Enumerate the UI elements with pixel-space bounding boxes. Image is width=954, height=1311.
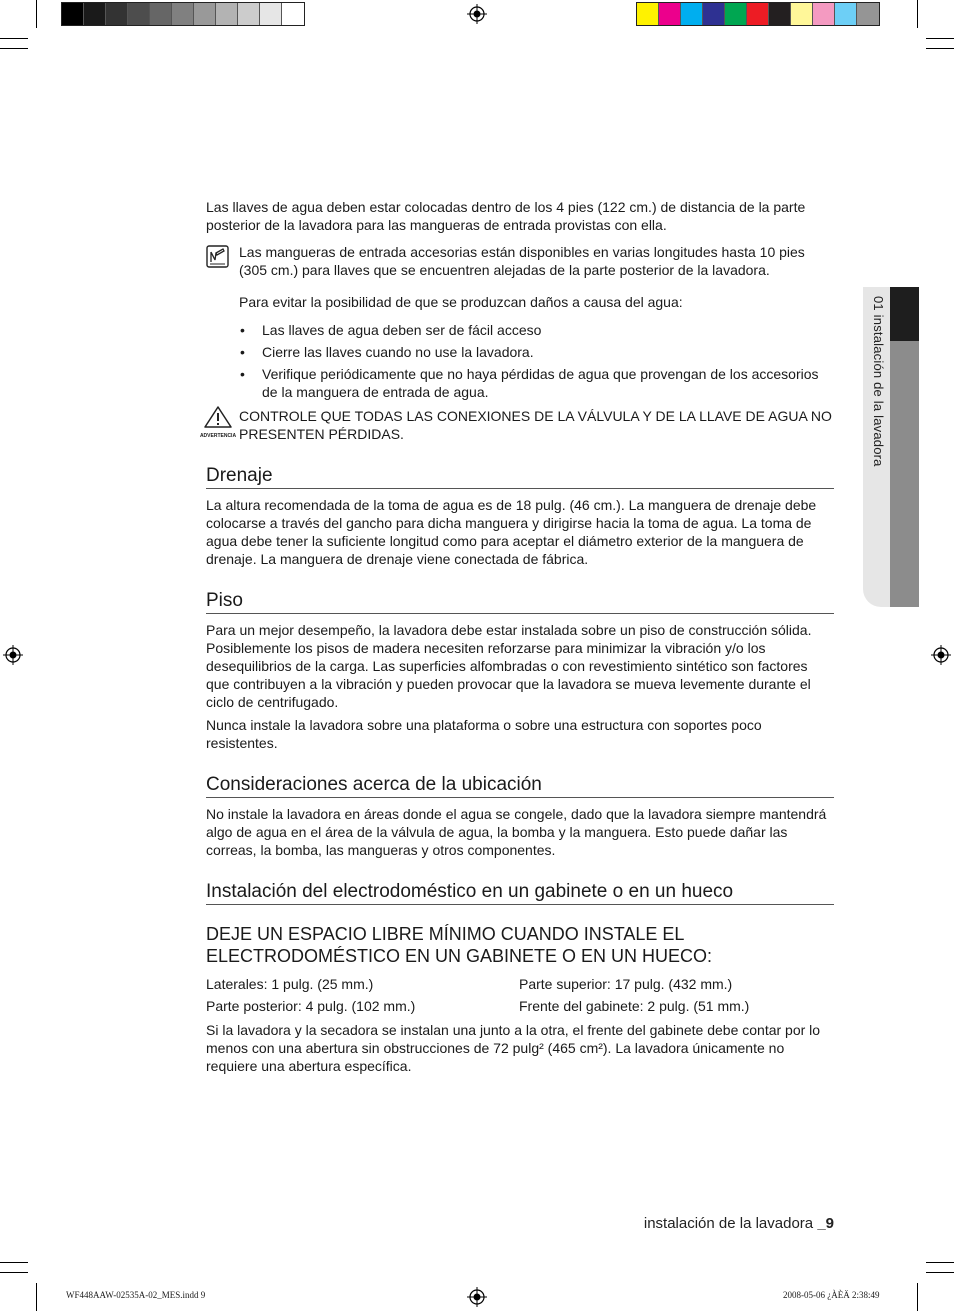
page-number: _9: [817, 1215, 834, 1232]
section-body: No instale la lavadora en áreas donde el agua se congele, dado que la lavadora siempre mantendrá algo de agua en el área de la válvula de agua, la bomba y la manguera. Esto puede dañar las correas, la bomba, las mangueras y otros componentes.: [206, 806, 827, 858]
section-heading: Piso: [206, 590, 834, 614]
crop-mark: [926, 1272, 954, 1273]
color-swatch: [835, 3, 857, 25]
print-slug-timestamp: 2008-05-06 ¿ÀÈÄ 2:38:49: [783, 1290, 880, 1300]
note-bullet-list: [206, 321, 834, 401]
warning-label: ADVERTENCIA: [199, 433, 237, 439]
page-content: [199, 198, 834, 1075]
clearance-heading: DEJE UN ESPACIO LIBRE MÍNIMO CUANDO INSTALE EL ELECTRODOMÉSTICO EN UN GABINETE O EN UN HUECO:: [206, 924, 713, 966]
section-heading: Consideraciones acerca de la ubicación: [206, 774, 834, 798]
note-pencil-icon: [206, 245, 229, 268]
color-swatch: [260, 3, 282, 25]
note-text: Las mangueras de entrada accesorias están disponibles en varias longitudes hasta 10 pies (305 cm.) para llaves que se encuentren alejadas de la parte posterior de la lavadora.: [239, 244, 805, 278]
crop-mark: [926, 48, 954, 49]
section-gabinete: [206, 881, 834, 1075]
section-piso: [206, 590, 834, 752]
section-body: Para un mejor desempeño, la lavadora debe estar instalada sobre un piso de construcción sólida. Posiblemente los pisos de madera necesiten reforzarse para minimizar la vibración y/o los desequilibrios de la carga. Las superficies alfombradas o con revestimiento sintético son factores que contribuyen a la vibración y pueden provocar que la lavadora se mueva levemente durante el ciclo de centrifugado.: [206, 622, 812, 710]
section-ubicacion: [206, 774, 834, 859]
color-swatch: [637, 3, 659, 25]
color-swatch: [703, 3, 725, 25]
color-swatch: [791, 3, 813, 25]
page-footer: [644, 1215, 834, 1232]
list-item: • Verifique periódicamente que no haya pérdidas de agua que provengan de los accesorios de la manguera de entrada de agua.: [239, 365, 834, 401]
clearance-row: [206, 997, 834, 1015]
section-body: Si la lavadora y la secadora se instalan una junto a la otra, el frente del gabinete debe contar por lo menos con una abertura sin obstrucciones de 72 pulg² (465 cm²). La lavadora únicamente no requiere una abertura específica.: [206, 1022, 821, 1074]
list-item: • Cierre las llaves cuando no use la lavadora.: [239, 343, 834, 361]
note-lead: Para evitar la posibilidad de que se produzcan daños a causa del agua:: [239, 294, 683, 310]
crop-mark: [926, 1262, 954, 1263]
crop-mark: [0, 1262, 28, 1263]
clearance-value: Laterales: 1 pulg. (25 mm.): [206, 976, 374, 992]
clearance-value: Parte posterior: 4 pulg. (102 mm.): [206, 998, 416, 1014]
color-swatch: [857, 3, 879, 25]
intro-paragraph: Las llaves de agua deben estar colocadas dentro de los 4 pies (122 cm.) de distancia de la parte posterior de la lavadora para las mangueras de entrada provistas con ella.: [206, 199, 806, 233]
section-drenaje: [206, 465, 834, 568]
registration-mark-icon: [931, 645, 951, 665]
warning-block: [199, 407, 834, 443]
color-swatch: [216, 3, 238, 25]
color-swatch: [128, 3, 150, 25]
color-swatch: [725, 3, 747, 25]
print-slug-file: WF448AAW-02535A-02_MES.indd 9: [66, 1290, 206, 1300]
crop-mark: [926, 38, 954, 39]
chapter-tab-label: 01 instalación de la lavadora: [871, 296, 886, 467]
crop-mark: [0, 38, 28, 39]
color-swatch: [172, 3, 194, 25]
grayscale-color-bar: [61, 2, 305, 26]
color-swatch: [769, 3, 791, 25]
color-swatch: [84, 3, 106, 25]
crop-mark: [917, 0, 918, 28]
clearance-value: Frente del gabinete: 2 pulg. (51 mm.): [519, 998, 750, 1014]
color-swatch: [659, 3, 681, 25]
registration-mark-icon: [467, 1287, 487, 1307]
section-heading: Instalación del electrodoméstico en un gabinete o en un hueco: [206, 881, 834, 905]
registration-mark-icon: [3, 645, 23, 665]
color-swatch: [747, 3, 769, 25]
section-heading: Drenaje: [206, 465, 834, 489]
list-item: • Las llaves de agua deben ser de fácil acceso: [239, 321, 834, 339]
crop-mark: [36, 0, 37, 28]
crop-mark: [0, 1272, 28, 1273]
color-swatch: [62, 3, 84, 25]
section-body: La altura recomendada de la toma de agua es de 18 pulg. (46 cm.). La manguera de drenaje debe colocarse a través del gancho para dicha manguera y dirigirse hacia la toma de agua. La toma de agua debe tener la suficiente longitud como para aceptar el diámetro exterior de la manguera de drenaje. La manguera de drenaje viene conectada de fábrica.: [206, 497, 817, 567]
note-block: [206, 243, 834, 311]
color-swatch: [282, 3, 304, 25]
crop-mark: [0, 48, 28, 49]
chapter-tab-bar: [890, 341, 919, 607]
color-swatch: [813, 3, 835, 25]
color-swatch: [106, 3, 128, 25]
clearance-row: [206, 975, 834, 993]
chapter-tab-indicator: [890, 287, 919, 341]
color-swatch: [194, 3, 216, 25]
color-swatch: [150, 3, 172, 25]
clearance-value: Parte superior: 17 pulg. (432 mm.): [519, 976, 733, 992]
crop-mark: [917, 1283, 918, 1311]
footer-section-title: instalación de la lavadora: [643, 1215, 814, 1232]
crop-mark: [36, 1283, 37, 1311]
color-swatch: [681, 3, 703, 25]
registration-mark-icon: [467, 4, 487, 24]
color-swatch: [238, 3, 260, 25]
process-color-bar: [636, 2, 880, 26]
section-body: Nunca instale la lavadora sobre una plataforma o sobre una estructura con soportes poco resistentes.: [206, 717, 762, 751]
warning-text: CONTROLE QUE TODAS LAS CONEXIONES DE LA VÁLVULA Y DE LA LLAVE DE AGUA NO PRESENTEN PÉRDIDAS.: [239, 408, 832, 442]
